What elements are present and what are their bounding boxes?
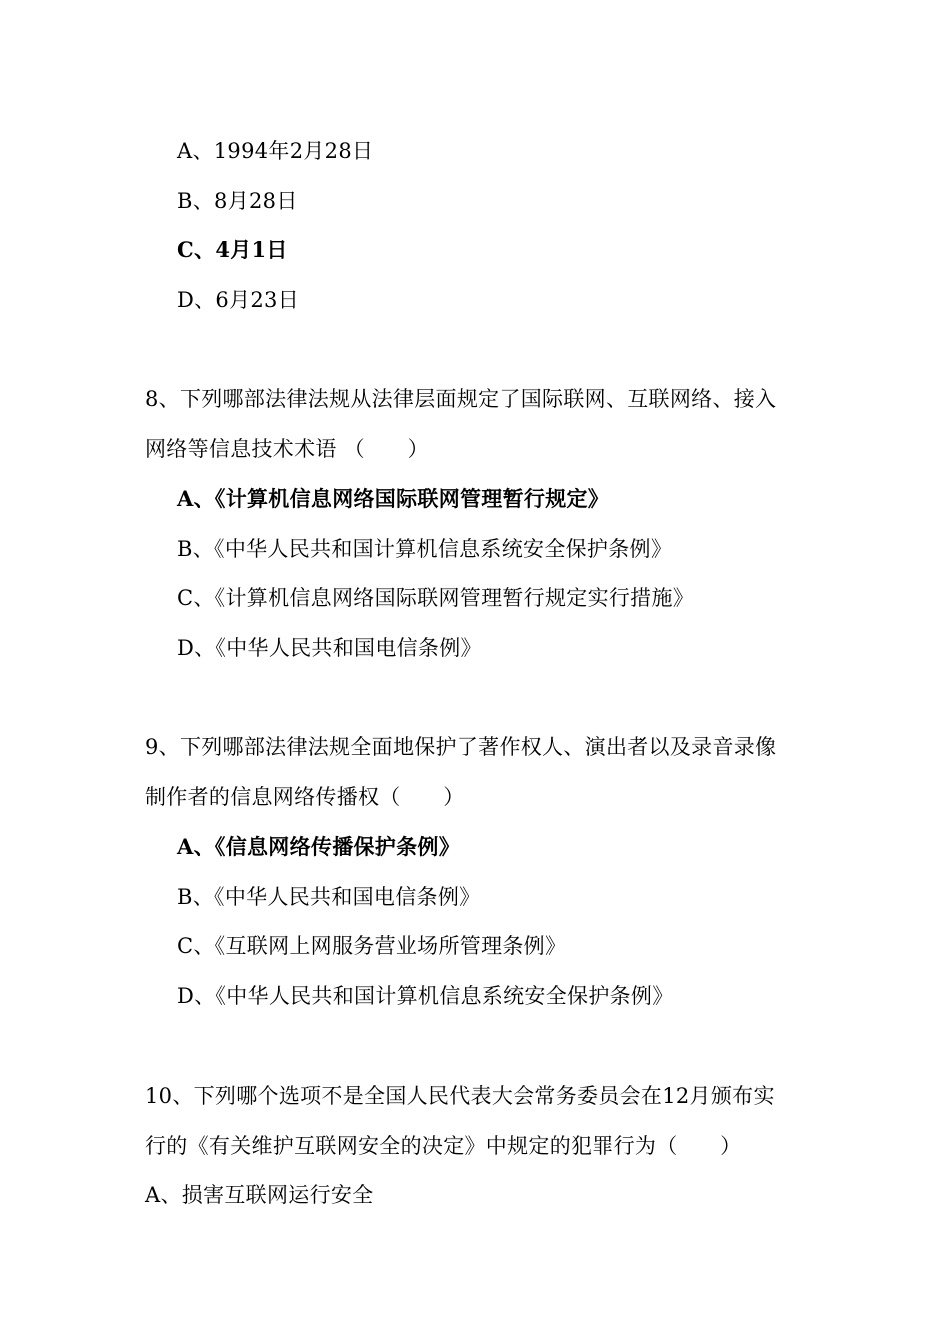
q7-option-d: D、6月23日 bbox=[177, 288, 300, 312]
q8-option-c: C、《计算机信息网络国际联网管理暂行规定实行措施》 bbox=[177, 586, 695, 610]
q8-option-b: B、《中华人民共和国计算机信息系统安全保护条例》 bbox=[177, 537, 673, 561]
q10-stem-line1: 10、下列哪个选项不是全国人民代表大会常务委员会在12月颁布实 bbox=[145, 1084, 775, 1108]
q7-option-c-answer: C、4月1日 bbox=[177, 237, 288, 262]
q8-option-d: D、《中华人民共和国电信条例》 bbox=[177, 636, 482, 660]
q9-option-c: C、《互联网上网服务营业场所管理条例》 bbox=[177, 934, 567, 958]
q9-option-b: B、《中华人民共和国电信条例》 bbox=[177, 885, 481, 909]
q10-option-a: A、损害互联网运行安全 bbox=[145, 1183, 374, 1207]
q9-stem-line2: 制作者的信息网络传播权（ ） bbox=[145, 785, 465, 809]
q9-option-a-answer: A、《信息网络传播保护条例》 bbox=[177, 834, 460, 859]
q7-option-a: A、1994年2月28日 bbox=[177, 139, 374, 163]
q10-stem-line2: 行的《有关维护互联网安全的决定》中规定的犯罪行为（ ） bbox=[145, 1134, 742, 1158]
q8-option-a-answer: A、《计算机信息网络国际联网管理暂行规定》 bbox=[177, 486, 610, 511]
q9-option-d: D、《中华人民共和国计算机信息系统安全保护条例》 bbox=[177, 984, 674, 1008]
q8-stem-line1: 8、下列哪部法律法规从法律层面规定了国际联网、互联网络、接入 bbox=[145, 387, 777, 411]
q8-stem-line2: 网络等信息技术术语 （ ） bbox=[145, 437, 429, 461]
q9-stem-line1: 9、下列哪部法律法规全面地保护了著作权人、演出者以及录音录像 bbox=[145, 735, 777, 759]
q7-option-b: B、8月28日 bbox=[177, 189, 298, 213]
